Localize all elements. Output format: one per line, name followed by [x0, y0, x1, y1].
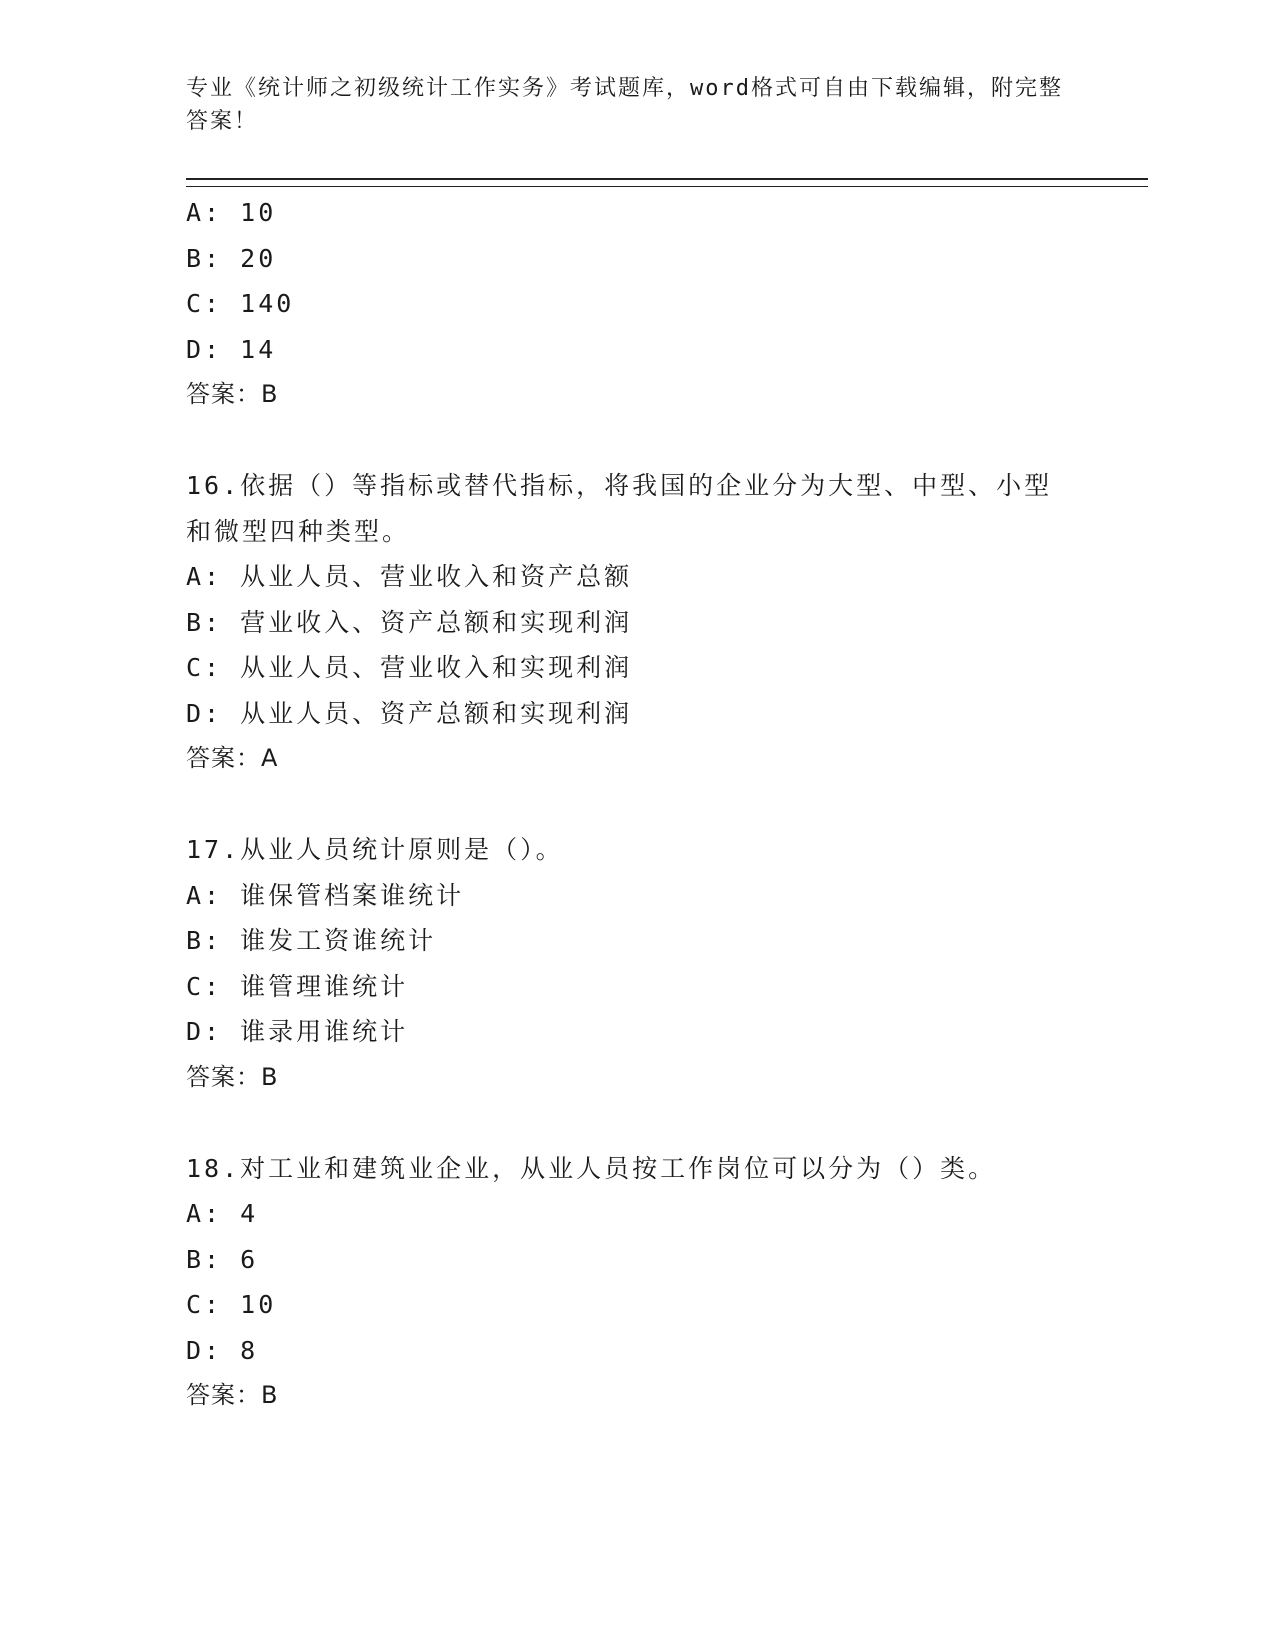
option-a [186, 1191, 1146, 1237]
option-c [186, 281, 1146, 327]
option-d [186, 1009, 1146, 1055]
question-stem: 17.从业人员统计原则是（）。 [186, 835, 564, 864]
option-d [186, 1328, 1146, 1374]
option-label: D: [186, 698, 223, 728]
option-text: 谁发工资谁统计 [240, 926, 437, 955]
question-stem: 16.依据（）等指标或替代指标，将我国的企业分为大型、中型、小型和微型四种类型。 [186, 471, 1053, 546]
option-text: 20 [240, 243, 277, 273]
option-text: 谁管理谁统计 [240, 971, 409, 1001]
option-text: 从业人员、营业收入和实现利润 [240, 653, 633, 682]
option-text: 14 [240, 334, 277, 364]
option-label: C: [186, 971, 223, 1001]
option-label: D: [186, 1017, 223, 1046]
question-15 [186, 190, 1146, 418]
option-label: A: [186, 198, 223, 227]
option-b [186, 600, 1146, 646]
option-label: D: [186, 334, 223, 364]
option-text: 4 [240, 1199, 259, 1228]
option-c [186, 645, 1146, 691]
option-text: 6 [240, 1244, 259, 1274]
option-text: 营业收入、资产总额和实现利润 [240, 607, 633, 637]
question-list [186, 190, 1146, 1419]
option-c [186, 1282, 1146, 1328]
option-label: C: [186, 653, 223, 682]
header-divider [186, 178, 1148, 187]
option-b [186, 1237, 1146, 1283]
answer-line: 答案：B [186, 380, 279, 408]
option-label: B: [186, 607, 223, 637]
option-text: 从业人员、营业收入和资产总额 [240, 562, 633, 591]
option-label: B: [186, 243, 223, 273]
answer-line: 答案：B [186, 1062, 279, 1091]
option-d [186, 327, 1146, 373]
option-text: 从业人员、资产总额和实现利润 [240, 698, 633, 728]
spacer [186, 1100, 1146, 1146]
option-d [186, 691, 1146, 737]
option-c [186, 964, 1146, 1010]
option-a [186, 190, 1146, 236]
option-b [186, 918, 1146, 964]
question-17 [186, 827, 1146, 1100]
spacer [186, 782, 1146, 828]
option-label: D: [186, 1335, 223, 1365]
option-label: A: [186, 880, 223, 910]
question-stem: 18.对工业和建筑业企业，从业人员按工作岗位可以分为（）类。 [186, 1153, 997, 1183]
spacer [186, 418, 1146, 464]
option-text: 谁保管档案谁统计 [240, 880, 465, 910]
answer-line: 答案：A [186, 744, 279, 772]
option-a [186, 554, 1146, 600]
answer-line: 答案：B [186, 1381, 279, 1409]
option-label: B: [186, 1244, 223, 1274]
option-text: 10 [240, 198, 277, 227]
option-text: 10 [240, 1290, 277, 1319]
option-text: 谁录用谁统计 [240, 1017, 409, 1046]
page-header: 专业《统计师之初级统计工作实务》考试题库，word格式可自由下载编辑，附完整答案！ [186, 76, 1063, 134]
option-label: B: [186, 926, 223, 955]
option-a [186, 873, 1146, 919]
question-16 [186, 463, 1146, 782]
option-b [186, 236, 1146, 282]
question-18 [186, 1146, 1146, 1419]
option-text: 140 [240, 289, 295, 318]
option-label: A: [186, 1199, 223, 1228]
option-text: 8 [240, 1335, 259, 1365]
option-label: C: [186, 289, 223, 318]
option-label: A: [186, 562, 223, 591]
option-label: C: [186, 1290, 223, 1319]
